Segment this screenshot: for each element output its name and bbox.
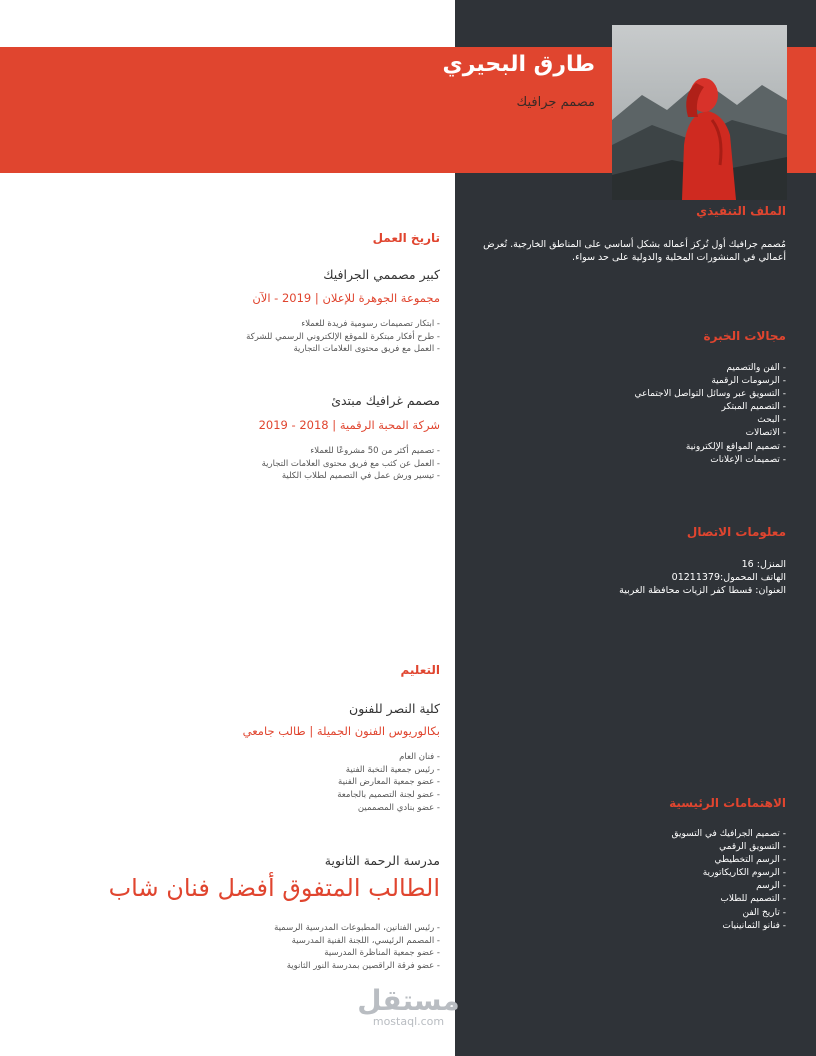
list-item: - المصمم الرئيسي، اللجنة الفنية المدرسية <box>291 935 440 946</box>
list-item: - التسويق عبر وسائل التواصل الاجتماعي <box>634 389 786 400</box>
list-item: - الفن والتصميم <box>726 363 786 373</box>
expertise-heading: مجالات الخبرة <box>703 329 786 343</box>
list-item: - الرسوم الكاريكاتورية <box>702 868 786 879</box>
watermark-latin: mostaql.com <box>372 1015 445 1028</box>
school-award: الطالب المتفوق أفضل فنان شاب <box>108 874 440 902</box>
job-title-header: مصمم جرافيك <box>516 95 595 110</box>
contact-heading: معلومات الاتصال <box>686 525 786 539</box>
watermark-logo <box>356 986 461 1028</box>
list-item: - عضو جمعية المناظرة المدرسية <box>324 948 440 959</box>
list-item: - العمل عن كثب مع فريق محتوى العلامات التجارية <box>261 458 440 469</box>
list-item: - الرسم <box>756 881 786 892</box>
list-item: - التصميم المبتكر <box>721 402 786 413</box>
list-item: - الرسومات الرقمية <box>711 376 786 387</box>
list-item: - عضو فرقة الراقصين بمدرسة النور الثانوية <box>286 961 440 972</box>
school-activities-list <box>140 922 440 973</box>
job-duties-list <box>140 445 440 483</box>
list-item: - تيسير ورش عمل في التصميم لطلاب الكلية <box>281 471 440 482</box>
school-name: مدرسة الرحمة الثانوية <box>324 853 440 868</box>
job-duties-list <box>140 318 440 356</box>
list-item: - تصميم الجرافيك في التسويق <box>671 829 786 839</box>
list-item: - الرسم التخطيطي <box>714 855 786 866</box>
list-item: - التصميم للطلاب <box>720 894 786 905</box>
watermark-arabic: مستقل <box>357 984 460 1017</box>
list-item: - رئيس الفنانين، المطبوعات المدرسية الرسمية <box>274 923 440 933</box>
list-item: - فنان العام <box>399 752 440 762</box>
job-company: مجموعة الجوهرة للإعلان | 2019 - الآن <box>252 291 440 305</box>
work-history-heading: تاريخ العمل <box>372 231 440 245</box>
list-item: - ابتكار تصميمات رسومية فريدة للعملاء <box>301 319 440 329</box>
list-item: - عضو بنادي المصممين <box>357 802 440 813</box>
list-item: - طرح أفكار مبتكرة للموقع الإلكتروني الرسمي للشركة <box>246 331 440 342</box>
job-title: مصمم غرافيك مبتدئ <box>331 393 440 408</box>
profile-text: مُصمم جرافيك أول تُركز أعماله بشكل أساسي على المناطق الخارجية. تُعرض أعمالي في المنشورات المحلية والدولية على حد سواء. <box>483 239 786 263</box>
education-heading: التعليم <box>400 663 440 677</box>
expertise-list <box>466 362 786 467</box>
list-item: - تاريخ الفن <box>742 907 786 918</box>
college-degree: بكالوريوس الفنون الجميلة | طالب جامعي <box>242 724 440 738</box>
job-company: شركة المحبة الرقمية | 2018 - 2019 <box>258 418 440 432</box>
list-item: - الاتصالات <box>745 428 786 439</box>
list-item: - تصميم أكثر من 50 مشروعًا للعملاء <box>310 446 440 456</box>
list-item: - فنانو الثمانينيات <box>722 920 786 931</box>
list-item: - البحث <box>757 415 786 426</box>
contact-home: المنزل: 16 <box>741 559 786 570</box>
list-item: - التسويق الرقمي <box>719 842 786 853</box>
job-title: كبير مصممي الجرافيك <box>323 267 440 282</box>
college-name: كلية النصر للفنون <box>349 701 440 716</box>
list-item: - رئيس جمعية النخبة الفنية <box>345 764 440 775</box>
interests-heading: الاهتمامات الرئيسية <box>669 796 786 810</box>
list-item: - تصميمات الإعلانات <box>710 454 786 465</box>
person-name: طارق البحيري <box>442 52 595 77</box>
list-item: - عضو جمعية المعارض الفنية <box>338 777 440 788</box>
list-item: - تصميم المواقع الإلكترونية <box>685 441 786 452</box>
profile-photo <box>612 25 787 200</box>
interests-list <box>466 828 786 933</box>
profile-heading: الملف التنفيذي <box>696 204 786 218</box>
contact-address: العنوان: قسطا كفر الزيات محافظة الغربية <box>619 585 786 596</box>
college-activities-list <box>140 751 440 815</box>
list-item: - عضو لجنة التصميم بالجامعة <box>337 790 440 801</box>
contact-mobile: الهاتف المحمول:01211379 <box>671 572 786 583</box>
list-item: - العمل مع فريق محتوى العلامات التجارية <box>293 344 440 355</box>
